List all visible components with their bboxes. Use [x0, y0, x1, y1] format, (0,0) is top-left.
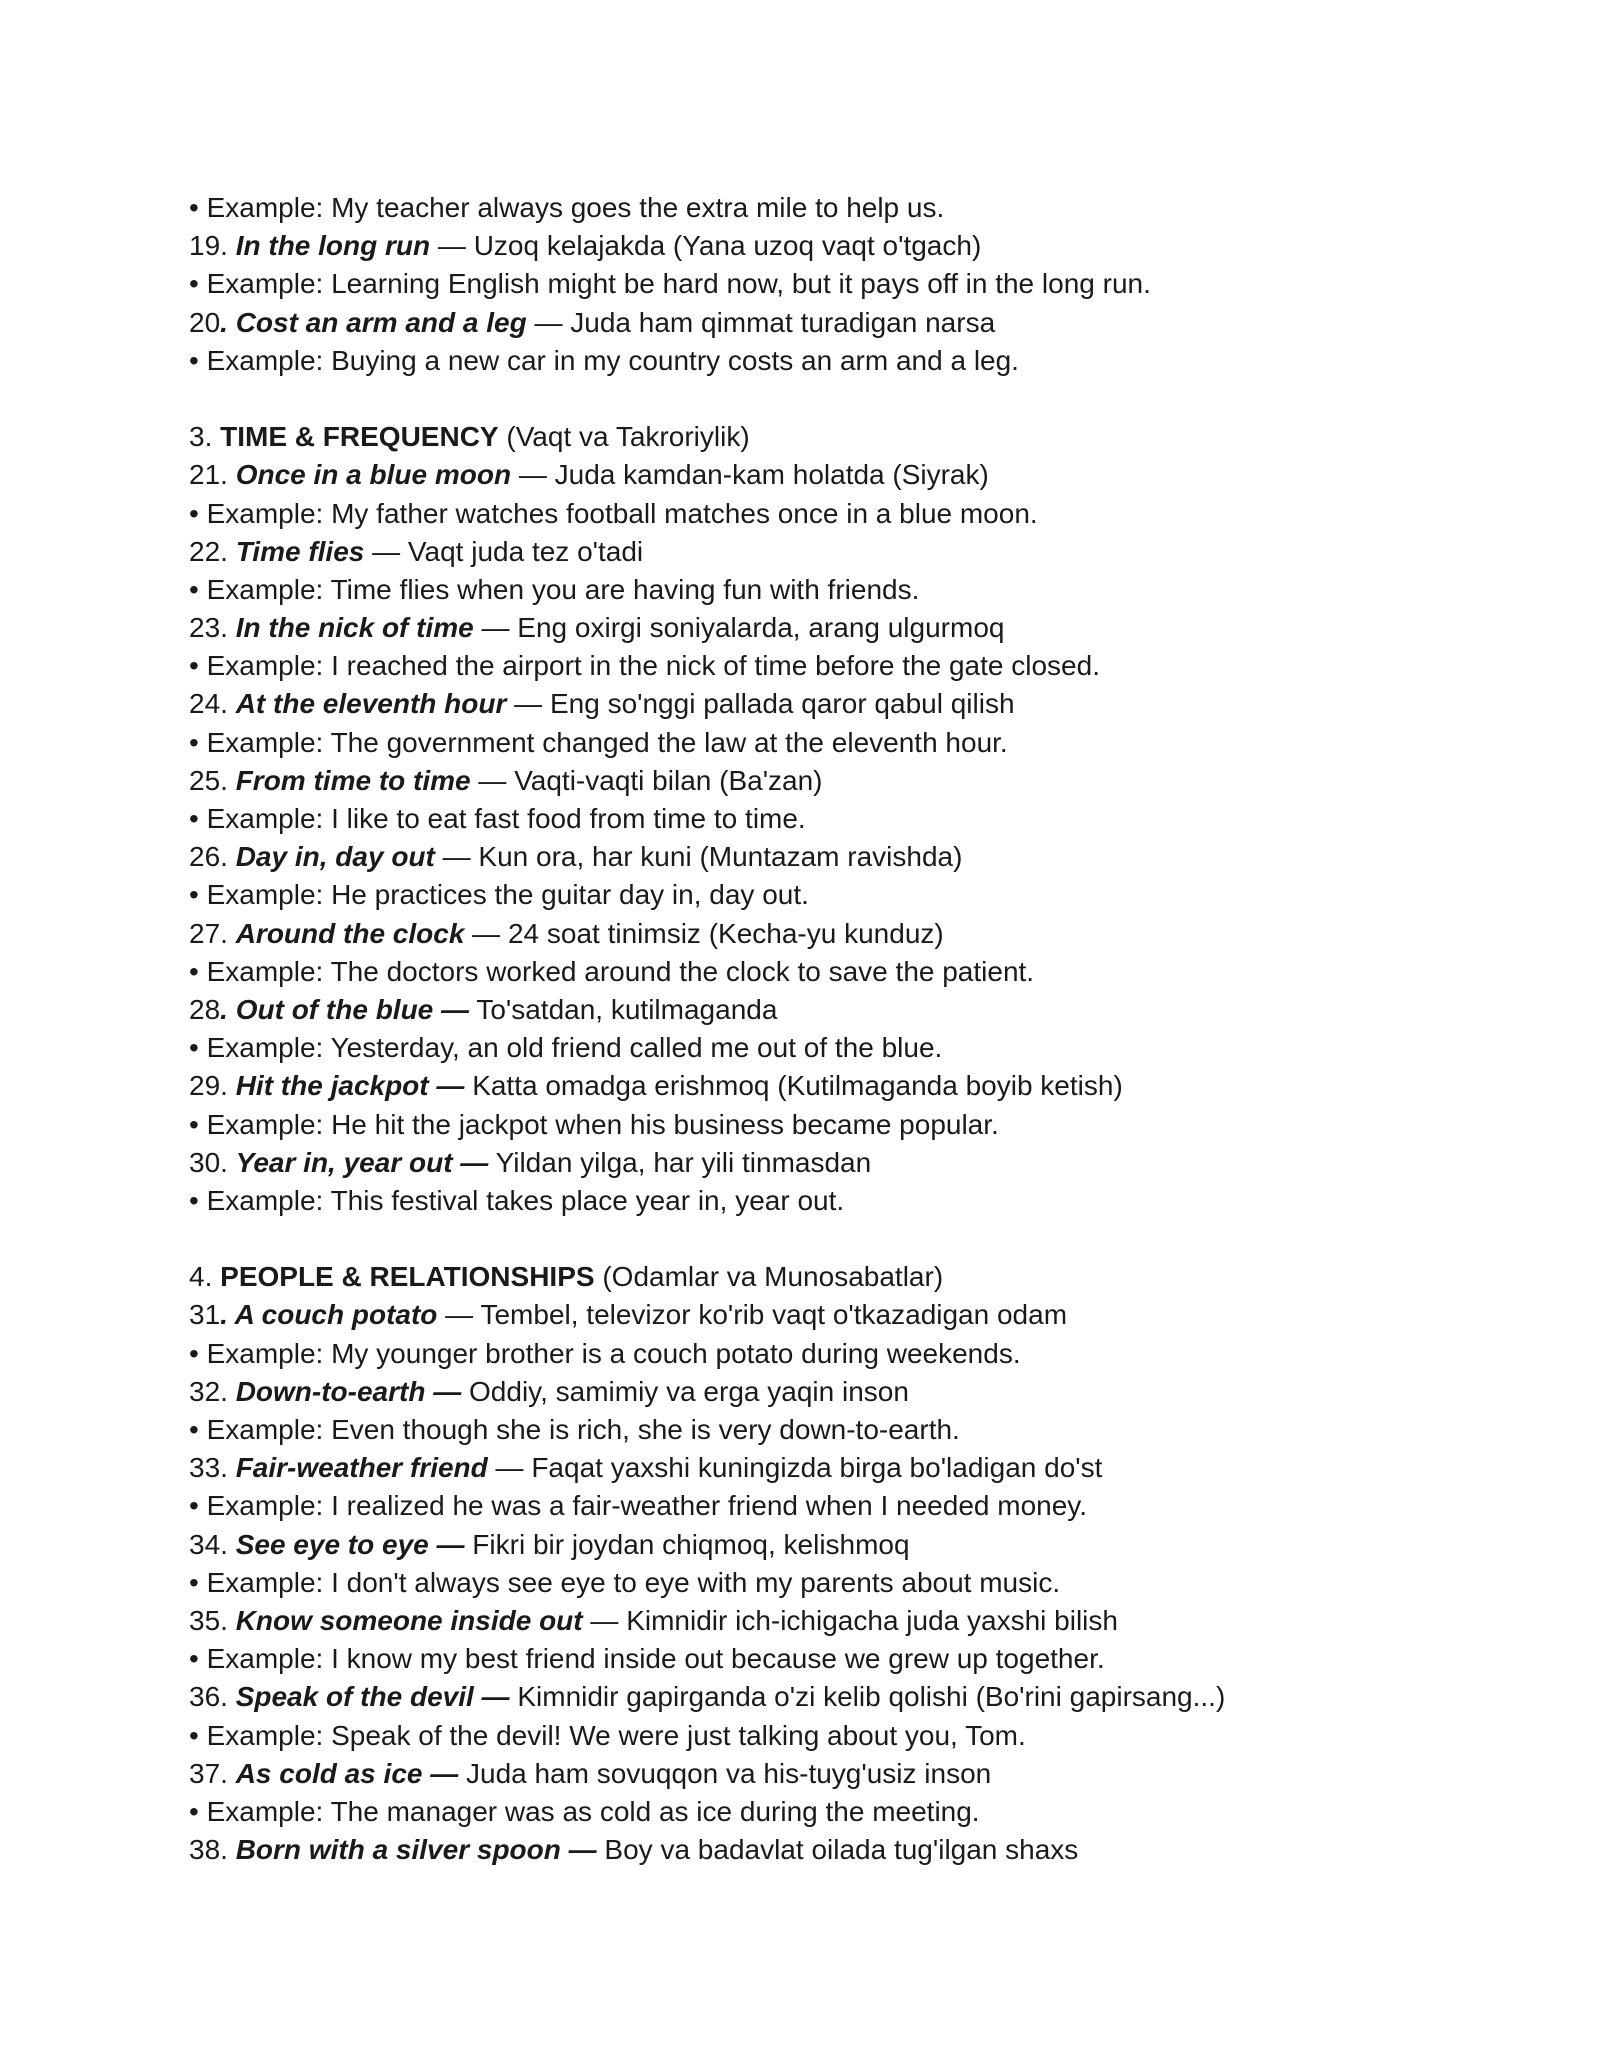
idiom-number: 24.: [189, 688, 236, 720]
idiom-entry: [189, 915, 1489, 953]
idiom-number: 27.: [189, 917, 236, 949]
idiom-separator: —: [511, 459, 555, 491]
idiom-meaning: Kimnidir gapirganda o'zi kelib qolishi (Bo'rini gapirsang...): [517, 1681, 1226, 1713]
idiom-number: 34.: [189, 1528, 236, 1560]
idiom-phrase: . Out of the blue —: [220, 993, 470, 1025]
idiom-separator: —: [487, 1452, 532, 1484]
idiom-meaning: Tembel, televizor ko'rib vaqt o'tkazadigan odam: [480, 1299, 1068, 1331]
idiom-meaning: Eng so'nggi pallada qaror qabul qilish: [549, 688, 1015, 720]
idiom-entry: [189, 1526, 1489, 1564]
idiom-separator: [488, 1147, 495, 1178]
idiom-meaning: Fikri bir joydan chiqmoq, kelishmoq: [472, 1528, 910, 1560]
example-line: • Example: I don't always see eye to eye with my parents about music.: [189, 1566, 1061, 1598]
idiom-phrase: Fair-weather friend: [235, 1452, 488, 1484]
idiom-entry: [189, 1144, 1489, 1182]
idiom-phrase: Down-to-earth —: [235, 1375, 462, 1407]
idiom-meaning: Uzoq kelajakda (Yana uzoq vaqt o'tgach): [473, 230, 982, 262]
idiom-number: 26.: [189, 841, 236, 873]
idiom-meaning: To'satdan, kutilmaganda: [476, 993, 778, 1025]
idiom-entry: [189, 1831, 1489, 1869]
section-subtitle: (Odamlar va Munosabatlar): [594, 1261, 944, 1293]
idiom-number: 38.: [189, 1834, 236, 1866]
example-line: • Example: I reached the airport in the nick of time before the gate closed.: [189, 650, 1100, 682]
idiom-phrase: Once in a blue moon: [235, 459, 512, 491]
section-heading: [189, 1258, 1489, 1296]
idiom-number: 19.: [189, 230, 236, 262]
idiom-separator: —: [430, 230, 474, 262]
example-line: • Example: I know my best friend inside out because we grew up together.: [189, 1643, 1105, 1675]
idiom-phrase: Year in, year out —: [235, 1146, 489, 1178]
example-line: • Example: He hit the jackpot when his business became popular.: [189, 1108, 999, 1140]
idiom-separator: —: [364, 535, 408, 567]
idiom-number: 23.: [189, 612, 236, 644]
blank-line: [189, 380, 1489, 418]
idiom-entry: [189, 762, 1489, 800]
idiom-number: 35.: [189, 1604, 236, 1636]
idiom-entry: [189, 1602, 1489, 1640]
idiom-number: 36.: [189, 1681, 236, 1713]
idiom-number: 37.: [189, 1757, 236, 1789]
idiom-entry: [189, 1296, 1489, 1334]
idiom-separator: —: [506, 688, 550, 720]
idiom-separator: —: [464, 917, 508, 949]
example-line: • Example: He practices the guitar day in, day out.: [189, 879, 809, 911]
idiom-phrase: See eye to eye —: [235, 1528, 465, 1560]
idiom-number: 32.: [189, 1375, 236, 1407]
idiom-number: 29.: [189, 1070, 236, 1102]
idiom-phrase: Born with a silver spoon —: [235, 1834, 597, 1866]
idiom-meaning: Faqat yaxshi kuningizda birga bo'ladigan do'st: [531, 1452, 1103, 1484]
idiom-phrase: From time to time: [235, 764, 471, 796]
idiom-meaning: Yildan yilga, har yili tinmasdan: [495, 1146, 872, 1178]
idiom-entry: [189, 304, 1489, 342]
example-line: • Example: Time flies when you are having fun with friends.: [189, 573, 920, 605]
section-subtitle: (Vaqt va Takroriylik): [498, 421, 750, 453]
idiom-number: 33.: [189, 1452, 236, 1484]
section-title: TIME & FREQUENCY: [220, 421, 499, 453]
document-page: [189, 189, 1489, 1869]
idiom-separator: —: [434, 841, 479, 873]
idiom-meaning: Oddiy, samimiy va erga yaqin inson: [469, 1375, 909, 1407]
idiom-entry: [189, 685, 1489, 723]
example-line: • Example: My younger brother is a couch potato during weekends.: [189, 1337, 1021, 1369]
idiom-separator: —: [437, 1299, 481, 1331]
idiom-phrase: Time flies: [235, 535, 365, 567]
section-number: 4.: [189, 1261, 221, 1293]
idiom-number: 22.: [189, 535, 236, 567]
example-line: • Example: Buying a new car in my country costs an arm and a leg.: [189, 344, 1019, 376]
idiom-phrase: . A couch potato: [220, 1299, 438, 1331]
example-line: • Example: Even though she is rich, she is very down-to-earth.: [189, 1414, 960, 1445]
idiom-phrase: Know someone inside out: [235, 1604, 583, 1636]
example-line: • Example: My teacher always goes the extra mile to help us.: [189, 192, 945, 223]
idiom-entry: [189, 1678, 1489, 1716]
idiom-separator: —: [470, 764, 515, 796]
example-line: • Example: The government changed the law at the eleventh hour.: [189, 726, 1008, 758]
idiom-number: 20: [189, 306, 221, 338]
idiom-entry: [189, 838, 1489, 876]
idiom-meaning: Vaqti-vaqti bilan (Ba'zan): [514, 764, 823, 796]
idiom-meaning: Katta omadga erishmoq (Kutilmaganda boyib ketish): [472, 1070, 1123, 1102]
idiom-entry: [189, 991, 1489, 1029]
idiom-phrase: In the nick of time: [235, 612, 474, 644]
example-line: • Example: This festival takes place year in, year out.: [189, 1184, 845, 1216]
example-line: • Example: The manager was as cold as ice during the meeting.: [189, 1795, 980, 1827]
example-line: • Example: Yesterday, an old friend called me out of the blue.: [189, 1032, 943, 1064]
idiom-separator: [458, 1758, 466, 1789]
idiom-meaning: Juda ham qimmat turadigan narsa: [570, 306, 996, 338]
idiom-entry: [189, 456, 1489, 494]
idiom-phrase: As cold as ice —: [235, 1757, 459, 1789]
idiom-separator: [461, 1376, 469, 1407]
idiom-entry: [189, 533, 1489, 571]
blank-line: [189, 1220, 1489, 1258]
idiom-phrase: Hit the jackpot —: [235, 1070, 465, 1102]
idiom-phrase: Day in, day out: [235, 841, 435, 873]
example-line: • Example: My father watches football matches once in a blue moon.: [189, 497, 1038, 529]
idiom-number: 31: [189, 1299, 221, 1331]
idiom-meaning: Boy va badavlat oilada tug'ilgan shaxs: [604, 1834, 1079, 1866]
idiom-entry: [189, 227, 1489, 265]
section-number: 3.: [189, 421, 221, 453]
example-line: • Example: I realized he was a fair-weather friend when I needed money.: [189, 1490, 1087, 1522]
idiom-meaning: Eng oxirgi soniyalarda, arang ulgurmoq: [517, 612, 1005, 644]
idiom-separator: —: [473, 612, 518, 644]
idiom-meaning: Juda kamdan-kam holatda (Siyrak): [554, 459, 989, 491]
idiom-separator: —: [526, 306, 571, 338]
idiom-phrase: In the long run: [235, 230, 431, 262]
idiom-entry: [189, 1067, 1489, 1105]
idiom-entry: [189, 1755, 1489, 1793]
idiom-entry: [189, 1373, 1489, 1411]
idiom-number: 21.: [189, 459, 236, 491]
idiom-entry: [189, 1449, 1489, 1487]
idiom-number: 28: [189, 993, 221, 1025]
idiom-phrase: At the eleventh hour: [235, 688, 507, 720]
idiom-meaning: Kimnidir ich-ichigacha juda yaxshi bilish: [626, 1604, 1118, 1636]
section-heading: [189, 418, 1489, 456]
idiom-meaning: 24 soat tinimsiz (Kecha-yu kunduz): [507, 917, 944, 949]
idiom-phrase: . Cost an arm and a leg: [220, 306, 527, 338]
idiom-number: 30.: [189, 1146, 236, 1178]
idiom-meaning: Kun ora, har kuni (Muntazam ravishda): [478, 841, 963, 873]
idiom-separator: —: [582, 1604, 627, 1636]
example-line: • Example: The doctors worked around the clock to save the patient.: [189, 955, 1035, 987]
idiom-phrase: Around the clock: [235, 917, 465, 949]
section-title: PEOPLE & RELATIONSHIPS: [220, 1261, 595, 1293]
example-line: • Example: I like to eat fast food from time to time.: [189, 803, 806, 834]
example-line: • Example: Speak of the devil! We were just talking about you, Tom.: [189, 1719, 1026, 1751]
idiom-entry: [189, 609, 1489, 647]
idiom-meaning: Juda ham sovuqqon va his-tuyg'usiz inson: [466, 1757, 992, 1789]
example-line: • Example: Learning English might be hard now, but it pays off in the long run.: [189, 268, 1151, 300]
idiom-number: 25.: [189, 764, 236, 796]
idiom-phrase: Speak of the devil —: [235, 1681, 510, 1713]
idiom-meaning: Vaqt juda tez o'tadi: [407, 535, 644, 567]
